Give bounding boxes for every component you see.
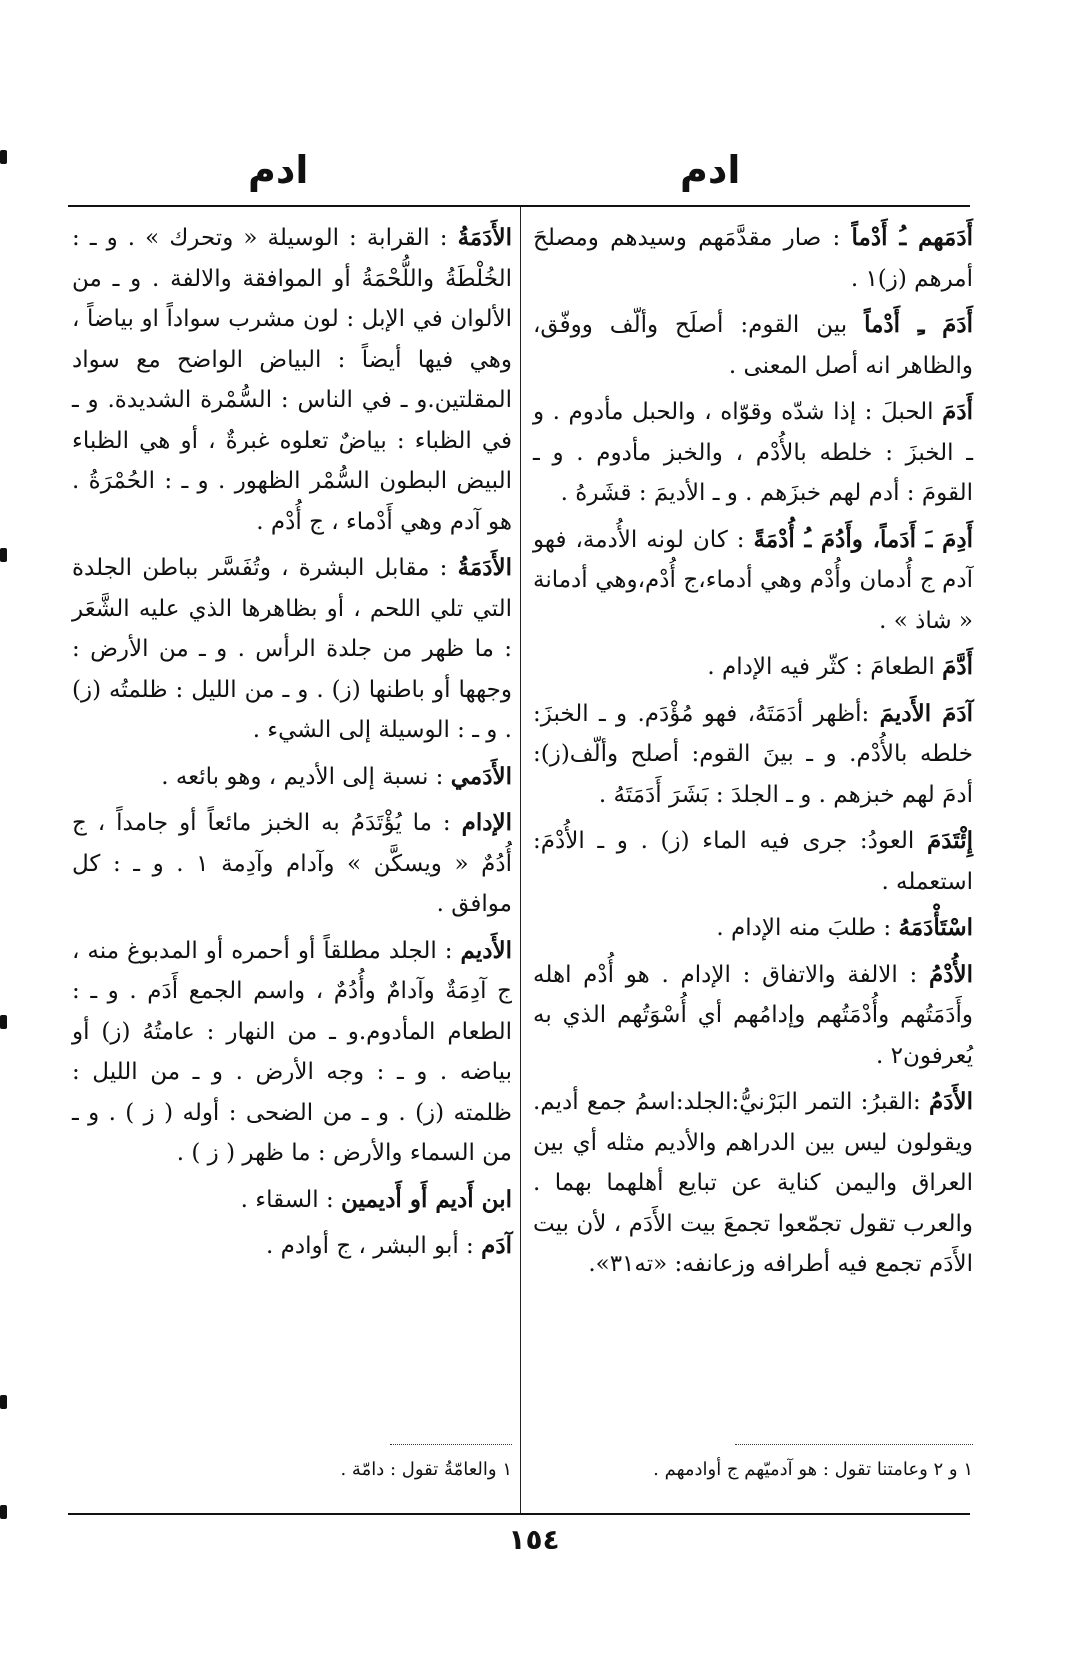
margin-mark — [0, 1505, 7, 1519]
footnote-left: ١ والعامّةُ تقول : دامّة . — [340, 1459, 512, 1480]
entry-definition: :أظهر أدَمَتَهُ، فهو مُؤْدَم. و ـ الخبزَ: خلطه بالأُدْم. و ـ بينَ القوم: أصلح وألّف(ز): أدمَ لهم خبزهم . و ـ الجلدَ : بَشَرَ أَدَمَتَهُ . — [533, 700, 973, 808]
entry-headword: أَدَمَ ـِ أَدْماً — [864, 311, 973, 338]
dictionary-entry — [72, 1226, 512, 1267]
column-divider — [520, 207, 521, 1513]
entry-headword: ابن أَديم أَو أَديمين — [341, 1185, 512, 1213]
entry-headword: الأَدَمي — [450, 762, 512, 790]
footer-rule — [68, 1513, 970, 1515]
dictionary-entry — [533, 647, 973, 688]
entry-headword: إِئْتَدَمَ — [926, 827, 974, 854]
dictionary-entry — [533, 1082, 973, 1285]
entry-headword: آدَمَ الأَديمَ — [879, 699, 974, 727]
entry-definition: : القرابة : الوسيلة « وتحرك » . و ـ : الخُلْطَةُ واللُّحْمَةُ أو الموافقة والالفة . و ـ من الألوان في الإبل : لون مشرب سواداً او بياضاً ، وهي فيها أيضاً : البياض الواضح مع سواد المقلتين.و ـ في الناس : السُّمْرة الشديدة. و ـ في الظباء : بياضٌ تعلوه غبرةٌ ، أو هي الظباء البيض البطون السُّمْر الظهور . و ـ : الحُمْرَةُ . هو آدم وهي أَدْماء ، ج أُدْم . — [72, 225, 512, 535]
entry-definition: بين القوم: أصلَح وألّف ووفّق، والظاهر انه أصل المعنى . — [533, 312, 973, 379]
entry-definition: :القبرُ: التمر البَرْنيُّ:الجلد:اسمُ جمع أديم. ويقولون ليس بين الدراهم والأديم مثله أي بين العراق واليمن كناية عن تبايع أهلهما بهما . والعرب تقول تجمّعوا تجمعَ بيت الأَدَم ، لأن بيت الأَدَم تجمع فيه أطرافه وزعانفه: «ته٣١». — [533, 1089, 973, 1277]
entry-headword: الأَديم — [460, 936, 512, 964]
dictionary-entry — [72, 931, 512, 1174]
dictionary-entry — [533, 520, 973, 642]
entry-headword: الأَدَمَةُ — [457, 554, 513, 581]
entry-definition: الطعامَ : كثّر فيه الإدام . — [707, 654, 935, 680]
footnote-rule — [735, 1444, 973, 1446]
entry-definition: : الجلد مطلقاً أو أحمره أو المدبوغ منه ، ج آدِمَةٌ وآدامٌ وأُدُمٌ ، واسم الجمع أَدَم . و ـ : الطعام المأدوم.و ـ من النهار : عامتُهُ (ز) أو بياضه . و ـ : وجه الأرض . و ـ من الليل : ظلمته (ز) . و ـ من الضحى : أوله ( ز ) . و ـ من السماء والأرض : ما ظهر ( ز ) . — [72, 937, 512, 1166]
left-column — [72, 218, 512, 1273]
dictionary-entry — [72, 548, 512, 751]
entry-definition: العودُ: جرى فيه الماء (ز) . و ـ الأُدْمَ: استعمله . — [533, 828, 973, 895]
entry-definition: : نسبة إلى الأديم ، وهو بائعه . — [161, 763, 444, 790]
entry-definition: : الالفة والاتفاق : الإدام . هو أُدْم اهله وأَدَمَتُهم وأُدْمَتُهم وإدامُهم أي أُسْوَتُهم الذي به يُعرفون٢ . — [533, 961, 973, 1069]
header-rule — [68, 205, 970, 207]
dictionary-entry — [72, 218, 512, 542]
entry-headword: أَدَّمَ — [942, 653, 973, 680]
page-number: ١٥٤ — [508, 1523, 560, 1556]
entry-headword: الأَدَمُ — [929, 1088, 974, 1115]
entry-definition: : أبو البشر ، ج أوادم . — [266, 1233, 474, 1259]
entry-definition: : مقابل البشرة ، وتُفَسَّر بباطن الجلدة التي تلي اللحم ، أو بظاهرها الذي عليه الشَّعَر : ما ظهر من جلدة الرأس . و ـ من الأرض : وجهها أو باطنها (ز) . و ـ من الليل : ظلمتُه (ز) . و ـ : الوسيلة إلى الشيء . — [72, 555, 512, 743]
entry-definition: : طلبَ منه الإدام . — [716, 915, 892, 941]
footnote-rule — [390, 1444, 512, 1446]
entry-headword: اسْتَأْدَمَهُ — [898, 914, 973, 941]
entry-headword: أَدِمَ ـَ أَدَماً، وأَدُمَ ـُ أُدْمَةً — [753, 525, 973, 553]
entry-headword: أَدَمَهم ـُ أَدْماً — [851, 224, 973, 251]
entry-headword: أَدَمَ — [942, 398, 973, 425]
margin-mark — [0, 150, 7, 164]
dictionary-entry — [533, 821, 973, 902]
margin-mark — [0, 548, 7, 562]
running-header-left: ادم — [248, 148, 309, 192]
dictionary-entry — [72, 1180, 512, 1221]
entry-headword: الإدام — [461, 809, 513, 836]
dictionary-entry — [533, 218, 973, 299]
entry-definition: الحبلَ : إذا شدّه وقوّاه ، والحبل مأدوم . و ـ الخبزَ : خلطه بالأُدْم ، والخبز مأدوم . و ـ القومَ : أدم لهم خبزَهم . و ـ الأديمَ : قشَرهُ . — [533, 399, 973, 506]
dictionary-entry — [533, 955, 973, 1077]
entry-definition: : السقاء . — [240, 1186, 334, 1213]
entry-definition: : صار مقدَّمَهم وسيدهم ومصلحَ أمرهم (ز)١ . — [533, 225, 973, 292]
dictionary-entry — [533, 392, 973, 514]
dictionary-entry — [72, 757, 512, 798]
entry-headword: الأُدْمُ — [929, 960, 974, 988]
entry-definition: : كان لونه الأُدمة، فهو آدم ج أُدمان وأُدْم وهي أدماء،ج أُدْم،وهي أدمانة « شاذ » . — [533, 526, 973, 634]
right-column — [533, 218, 973, 1291]
footnote-right: ١ و ٢ وعامتنا تقول : هو آدميّهم ج أوادمهم . — [653, 1459, 973, 1480]
dictionary-entry — [533, 694, 973, 816]
entry-headword: الأَدَمَةُ — [457, 224, 512, 251]
dictionary-entry — [533, 305, 973, 386]
margin-mark — [0, 1015, 7, 1029]
entry-definition: : ما يُؤْتَدَمُ به الخبز مائعاً أو جامداً ، ج أُدُمٌ « ويسكَّن » وآدام وآدِمة ١ . و ـ : كل موافق . — [72, 810, 512, 917]
dictionary-entry — [72, 803, 512, 925]
margin-mark — [0, 1395, 7, 1409]
entry-headword: آدَم — [481, 1232, 512, 1259]
dictionary-entry — [533, 908, 973, 949]
running-header-right: ادم — [680, 148, 741, 192]
